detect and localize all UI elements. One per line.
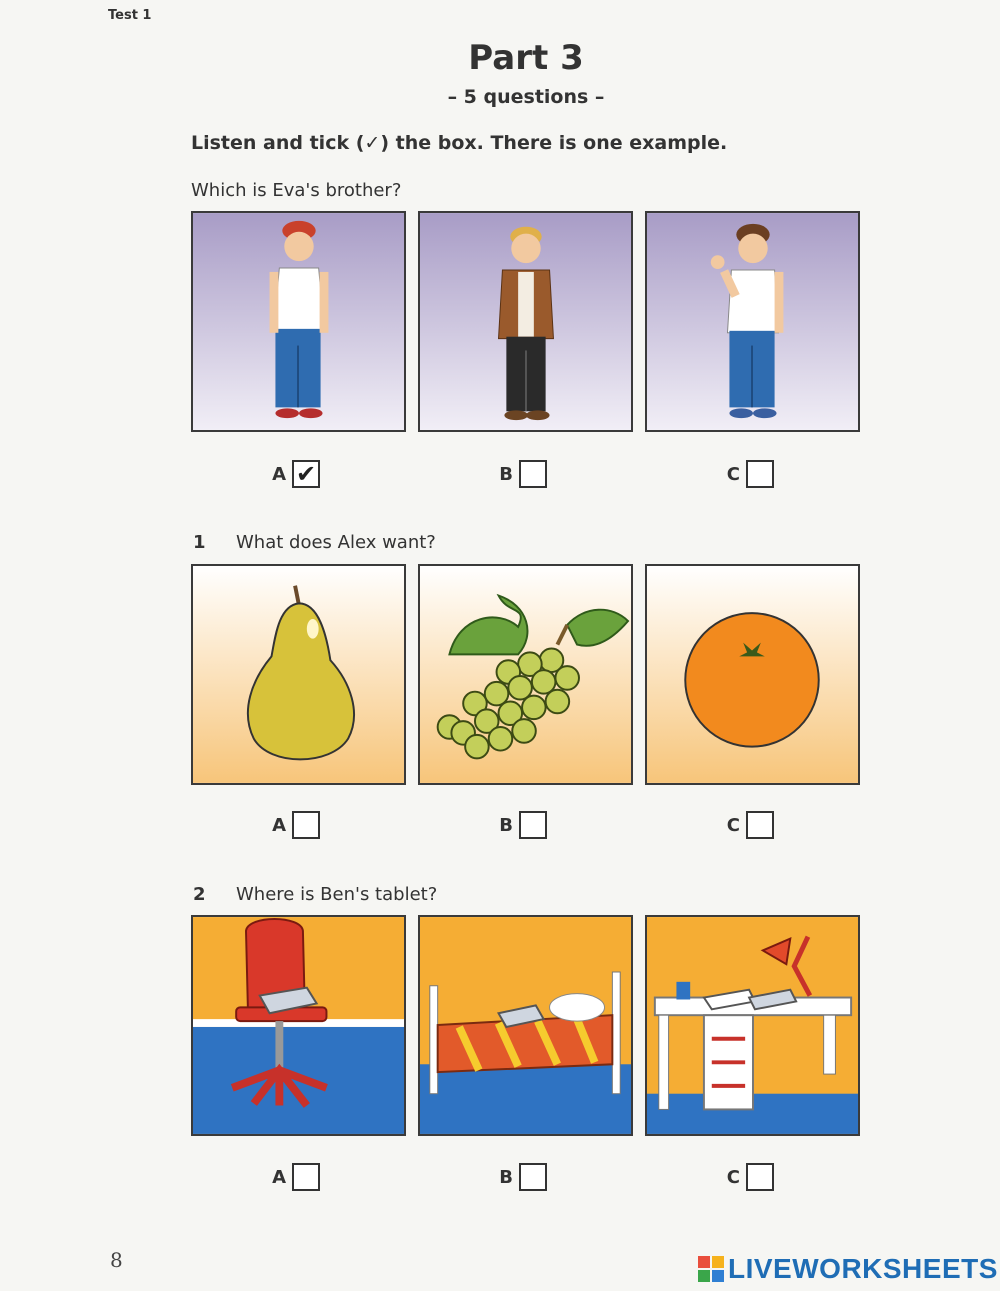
choice-letter: A: [272, 463, 286, 485]
page-title: Part 3: [468, 38, 584, 78]
tick-box[interactable]: [519, 811, 547, 839]
question-1-text: What does Alex want?: [236, 532, 436, 553]
example-question: Which is Eva's brother?: [191, 180, 402, 201]
brand-logo: [698, 1253, 998, 1285]
choice-letter: B: [499, 814, 513, 836]
example-choice-b[interactable]: [497, 460, 547, 488]
choice-letter: C: [726, 1166, 740, 1188]
example-option-c-image: [645, 211, 860, 432]
tick-box[interactable]: [746, 460, 774, 488]
question-2-choice-c[interactable]: [724, 1163, 774, 1191]
choice-letter: A: [272, 1166, 286, 1188]
question-2-option-c-image: [645, 915, 860, 1136]
choice-letter: C: [726, 463, 740, 485]
choice-letter: B: [499, 463, 513, 485]
tick-box[interactable]: [292, 811, 320, 839]
question-1-option-b-image: [418, 564, 633, 785]
question-2-option-a-image: [191, 915, 406, 1136]
tick-box[interactable]: [746, 1163, 774, 1191]
choice-letter: C: [726, 814, 740, 836]
orange-illustration: [647, 566, 858, 783]
question-2-choice-b[interactable]: [497, 1163, 547, 1191]
question-1-number: 1: [193, 532, 206, 553]
test-label: Test 1: [108, 8, 152, 23]
question-1-choice-a[interactable]: [270, 811, 320, 839]
question-2-choice-a[interactable]: [270, 1163, 320, 1191]
tick-box[interactable]: ✔: [292, 460, 320, 488]
tick-box[interactable]: [519, 460, 547, 488]
page-subtitle: – 5 questions –: [447, 86, 605, 108]
boy-brown-jacket-illustration: [420, 213, 631, 430]
question-1-choice-c[interactable]: [724, 811, 774, 839]
brand-name: LIVEWORKSHEETS: [728, 1253, 998, 1284]
question-1-choice-b[interactable]: [497, 811, 547, 839]
choice-letter: B: [499, 1166, 513, 1188]
tick-box[interactable]: [292, 1163, 320, 1191]
question-2-number: 2: [193, 884, 206, 905]
tablet-on-bed-illustration: [420, 917, 631, 1134]
tick-box[interactable]: [519, 1163, 547, 1191]
example-option-b-image: [418, 211, 633, 432]
example-choice-a[interactable]: [270, 460, 320, 488]
liveworksheets-icon: [698, 1256, 724, 1282]
question-2-option-b-image: [418, 915, 633, 1136]
tablet-on-chair-illustration: [193, 917, 404, 1134]
pear-illustration: [193, 566, 404, 783]
question-1-option-a-image: [191, 564, 406, 785]
example-choice-c[interactable]: [724, 460, 774, 488]
instruction-text: Listen and tick (✓) the box. There is one example.: [191, 132, 728, 154]
boy-waving-illustration: [647, 213, 858, 430]
boy-red-cap-illustration: [193, 213, 404, 430]
tablet-on-desk-illustration: [647, 917, 858, 1134]
page-number: 8: [110, 1248, 123, 1272]
question-2-text: Where is Ben's tablet?: [236, 884, 438, 905]
choice-letter: A: [272, 814, 286, 836]
tick-box[interactable]: [746, 811, 774, 839]
grapes-illustration: [420, 566, 631, 783]
question-1-option-c-image: [645, 564, 860, 785]
example-option-a-image: [191, 211, 406, 432]
